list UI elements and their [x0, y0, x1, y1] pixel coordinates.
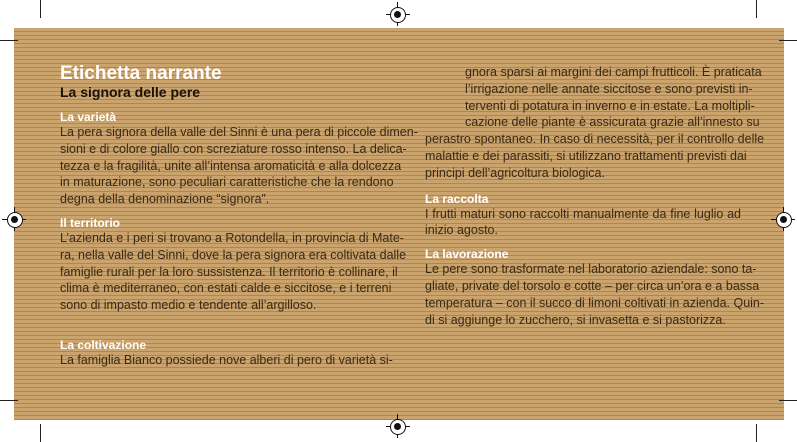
text-line: terventi di potatura in inverno e in estate. La moltipli-	[465, 98, 755, 113]
text-line: cazione delle piante è assicurata grazie all’innesto su	[465, 115, 760, 130]
section-heading-raccolta: La raccolta	[425, 191, 489, 206]
text-line: La pera signora della valle del Sinni è una pera di piccole dimen-	[60, 125, 418, 139]
section-heading-territorio: Il territorio	[60, 215, 121, 230]
label-title: Etichetta narrante	[60, 63, 222, 84]
section-heading-lavorazione: La lavorazione	[425, 247, 509, 262]
text-line: ra, nella valle del Sinni, dove la pera signora era coltivata dalle	[60, 247, 407, 262]
crop-mark	[40, 424, 41, 442]
text-line: I frutti maturi sono raccolti manualmente da fine luglio ad	[425, 206, 741, 221]
text-line: Le pere sono trasformate nel laboratorio aziendale: sono ta-	[425, 262, 757, 277]
text-line: principi dell’agricoltura biologica.	[425, 165, 605, 180]
section-body-coltivazione-right	[425, 64, 765, 182]
text-line: famiglie rurali per la loro sussistenza. Il territorio è collinare, il	[60, 264, 398, 279]
text-line: temperatura – con il succo di limoni coltivati in azienda. Quin-	[425, 295, 765, 310]
label-subtitle: La signora delle pere	[60, 84, 201, 100]
section-body-raccolta	[425, 206, 741, 240]
text-line: di si aggiunge lo zucchero, si invasetta e si pastorizza.	[425, 312, 726, 327]
text-line: clima è mediterraneo, con estati calde e siccitose, e i terreni	[60, 281, 392, 296]
section-body-varieta	[60, 124, 418, 208]
crop-mark	[756, 0, 757, 18]
crop-mark	[756, 424, 757, 442]
left-column	[60, 63, 418, 369]
registration-mark-icon	[390, 7, 406, 23]
crop-mark	[779, 40, 797, 41]
section-heading-varieta: La varietà	[60, 110, 117, 124]
registration-mark-icon	[390, 419, 406, 435]
text-line: L’azienda e i peri si trovano a Rotondella, in provincia di Mate-	[60, 230, 404, 245]
text-line: malattie e dei parassiti, si utilizzano trattamenti previsti dai	[425, 148, 747, 163]
text-line: La famiglia Bianco possiede nove alberi di pero di varietà si-	[60, 352, 393, 367]
text-line: sono di impasto medio e tendente all’argilloso.	[60, 298, 317, 313]
crop-mark	[0, 400, 18, 401]
text-line: l’irrigazione nelle annate siccitose e sono previsti in-	[465, 81, 753, 96]
section-heading-coltivazione: La coltivazione	[60, 337, 147, 352]
text-line: inizio agosto.	[425, 223, 498, 238]
text-line: gliate, private del torsolo e cotte – per circa un’ora e a bassa	[425, 278, 760, 293]
text-line: in maturazione, sono peculiari caratteristiche che la rendono	[60, 175, 394, 190]
section-body-coltivazione-left	[60, 352, 393, 369]
text-line: sioni e di colore giallo con screziature rosso intenso. La delica-	[60, 141, 407, 156]
crop-mark	[40, 0, 41, 18]
text-line: perastro spontaneo. In caso di necessità, per il controllo delle	[425, 132, 765, 147]
crop-mark	[779, 400, 797, 401]
right-column	[425, 64, 765, 328]
text-line: tezza e la fragilità, unite all’intensa aromaticità e alla dolcezza	[60, 158, 402, 173]
crop-mark	[0, 40, 18, 41]
registration-mark-icon	[776, 212, 792, 228]
text-line: degna della denominazione “signora”.	[60, 192, 270, 207]
registration-mark-icon	[7, 212, 23, 228]
text-line: gnora sparsi ai margini dei campi frutticoli. È praticata	[465, 65, 762, 79]
section-body-lavorazione	[425, 261, 765, 328]
section-body-territorio	[60, 230, 407, 314]
